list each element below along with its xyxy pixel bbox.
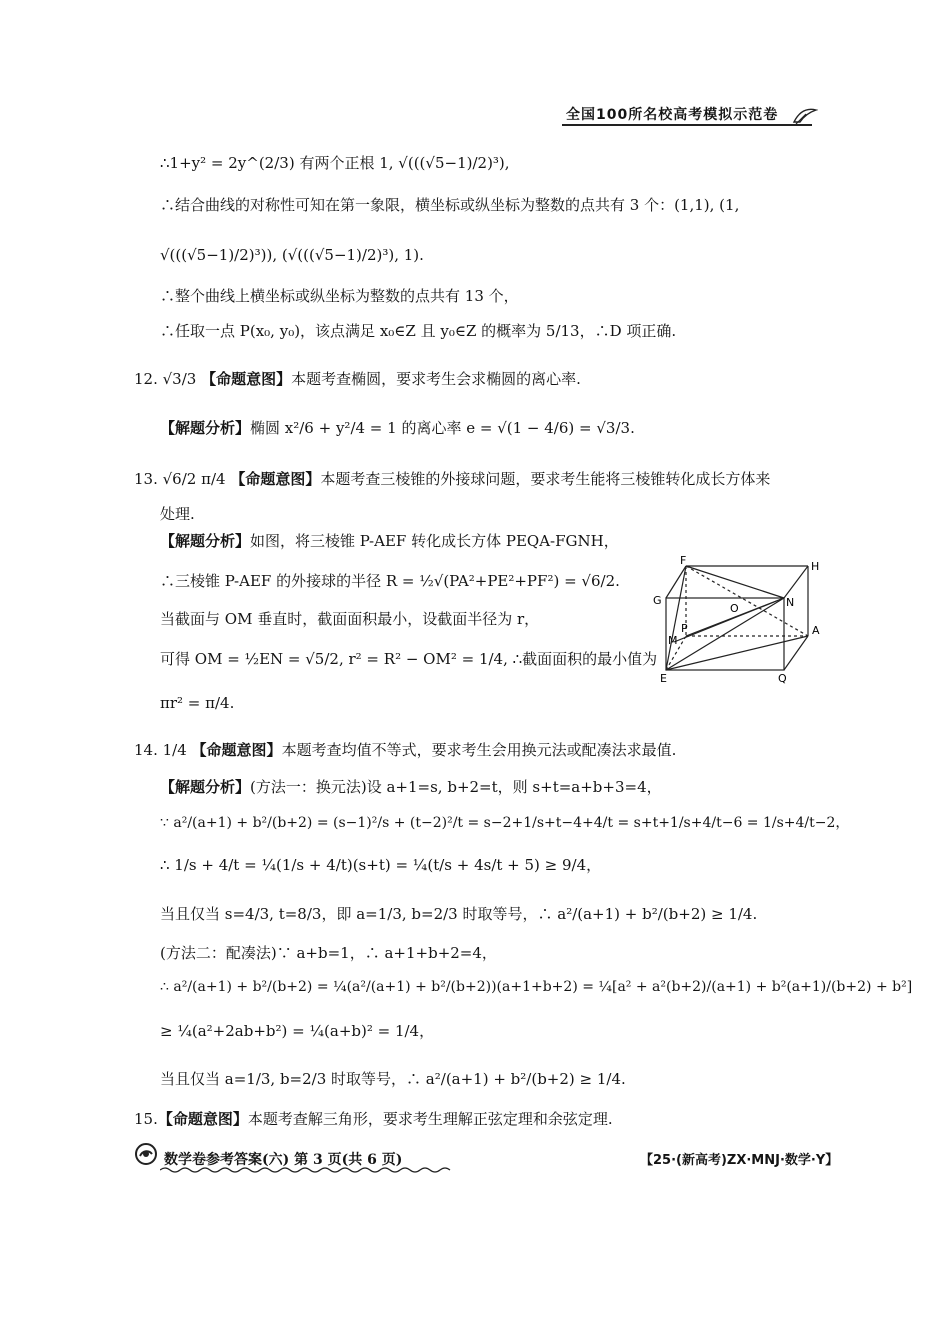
q13-analysis-4: 可得 OM = ½EN = √5/2, r² = R² − OM² = 1/4, ∴截面面积的最小值为 — [160, 650, 658, 668]
q12-analysis-line — [160, 419, 635, 438]
header-title: 全国100所名校高考模拟示范卷 — [566, 107, 779, 123]
label-G: G — [653, 594, 662, 607]
q14-step: ∴ 1/s + 4/t = ¼(1/s + 4/t)(s+t) = ¼(t/s + 4s/t + 5) ≥ 9/4， — [160, 856, 602, 874]
q12-analysis-tag: 【解题分析】 — [160, 419, 251, 437]
q14-number: 14. 1/4 — [134, 741, 187, 759]
q15-number: 15. — [134, 1110, 158, 1128]
label-H: H — [811, 560, 820, 573]
q15-intent: 本题考查解三角形，要求考生理解正弦定理和余弦定理. — [247, 1110, 613, 1128]
cuboid-figure — [648, 556, 828, 686]
q12-analysis: 椭圆 x²/6 + y²/4 = 1 的离心率 e = √(1 − 4/6) = √3/3. — [250, 419, 635, 437]
q13-intent: 本题考查三棱锥的外接球问题，要求考生能将三棱锥转化成长方体来 — [320, 470, 771, 488]
q13-analysis-2: ∴三棱锥 P-AEF 的外接球的半径 R = ½√(PA²+PE²+PF²) = √6/2. — [160, 572, 620, 590]
label-A: A — [812, 624, 820, 637]
q13-intent-cont: 处理. — [160, 505, 195, 523]
q14-line — [134, 741, 676, 760]
quill-icon — [792, 104, 818, 126]
q14-method-2: (方法二：配凑法)∵ a+b=1，∴ a+1+b+2=4， — [160, 944, 497, 962]
q14-analysis-line — [160, 778, 662, 797]
q15-intent-tag: 【命题意图】 — [157, 1110, 248, 1128]
header-rule — [562, 124, 812, 126]
label-Q: Q — [778, 672, 787, 685]
footer-page-info: 数学卷参考答案(六) 第 3 页(共 6 页) — [164, 1152, 403, 1168]
label-E: E — [660, 672, 667, 685]
q12-intent: 本题考查椭圆，要求考生会求椭圆的离心率. — [291, 370, 581, 388]
label-F: F — [680, 556, 687, 567]
footer-code: 【25·(新高考)ZX·MNJ·数学·Y】 — [640, 1153, 839, 1168]
solution-line: ∴任取一点 P(x₀, y₀)，该点满足 x₀∈Z 且 y₀∈Z 的概率为 5/13，∴D 项正确. — [160, 322, 677, 340]
q14-method-1: (方法一：换元法)设 a+1=s, b+2=t，则 s+t=a+b+3=4， — [250, 778, 662, 796]
q12-number: 12. √3/3 — [134, 370, 197, 388]
solution-line: √(((√5−1)/2)³)), (√(((√5−1)/2)³), 1). — [160, 246, 424, 264]
q14-step: ≥ ¼(a²+2ab+b²) = ¼(a+b)² = 1/4， — [160, 1022, 435, 1040]
label-O: O — [730, 602, 739, 615]
solution-line: ∴结合曲线的对称性可知在第一象限，横坐标或纵坐标为整数的点共有 3 个：(1,1), (1, — [160, 196, 740, 214]
q14-intent-tag: 【命题意图】 — [191, 741, 282, 759]
school-logo-icon — [134, 1142, 158, 1166]
q14-analysis-tag: 【解题分析】 — [160, 778, 251, 796]
q14-step: 当且仅当 a=1/3, b=2/3 时取等号，∴ a²/(a+1) + b²/(b+2) ≥ 1/4. — [160, 1070, 626, 1088]
solution-line: ∴1+y² = 2y^(2/3) 有两个正根 1, √(((√5−1)/2)³), — [160, 154, 510, 172]
q13-intent-tag: 【命题意图】 — [230, 470, 321, 488]
q13-number: 13. √6/2 π/4 — [134, 470, 226, 488]
q14-step: ∵ a²/(a+1) + b²/(b+2) = (s−1)²/s + (t−2)²/t = s−2+1/s+t−4+4/t = s+t+1/s+4/t−6 = 1/s+4/t−2， — [160, 815, 850, 831]
q12-line — [134, 370, 581, 389]
footer-wave-underline — [160, 1166, 460, 1174]
q13-line — [134, 470, 770, 489]
label-N: N — [786, 596, 795, 609]
q13-analysis-5: πr² = π/4. — [160, 694, 235, 712]
q15-line — [134, 1110, 613, 1129]
q13-analysis-tag: 【解题分析】 — [160, 532, 251, 550]
q13-analysis-3: 当截面与 OM 垂直时，截面面积最小，设截面半径为 r， — [160, 610, 540, 628]
q14-step: ∴ a²/(a+1) + b²/(b+2) = ¼(a²/(a+1) + b²/(b+2))(a+1+b+2) = ¼[a² + a²(b+2)/(a+1) + b²(a+1)/(b+2) + b²] — [160, 979, 913, 995]
label-P: P — [681, 622, 688, 635]
label-M: M — [668, 634, 678, 647]
q14-intent: 本题考查均值不等式，要求考生会用换元法或配凑法求最值. — [281, 741, 677, 759]
q12-intent-tag: 【命题意图】 — [201, 370, 292, 388]
q13-analysis-1: 如图，将三棱锥 P-AEF 转化成长方体 PEQA-FGNH， — [250, 532, 619, 550]
solution-line: ∴整个曲线上横坐标或纵坐标为整数的点共有 13 个， — [160, 287, 519, 305]
q13-analysis-line — [160, 532, 619, 551]
q14-step: 当且仅当 s=4/3, t=8/3，即 a=1/3, b=2/3 时取等号，∴ a²/(a+1) + b²/(b+2) ≥ 1/4. — [160, 905, 758, 923]
